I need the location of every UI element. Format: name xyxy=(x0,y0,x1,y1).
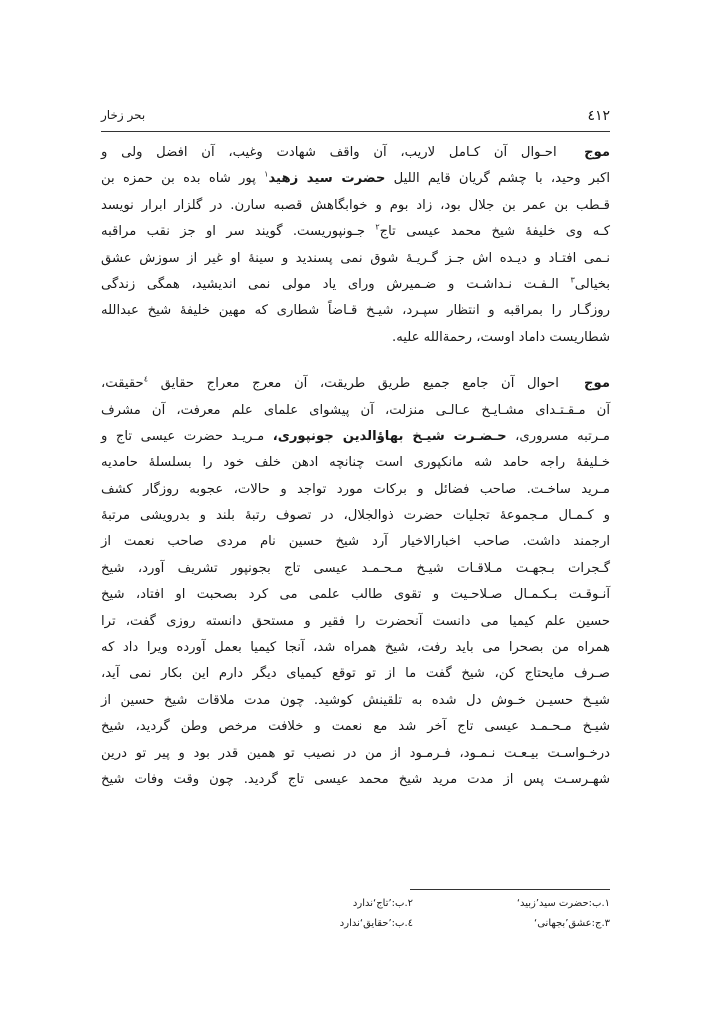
footnote-3: ٣.ج:عشق’بجهانی‘ xyxy=(534,918,610,929)
text-line: و کـمـال مـجموعهٔ تجلیات حضرت ذوالجلال، در تصوف رتبهٔ بلند و بدرویشی مرتبهٔ xyxy=(101,508,610,524)
text-line: بخیالی$^٣$ الـفـت نـداشـت و ضـمیرش ورای یاد مولی نمی اندیشید، همگی زندگی xyxy=(101,275,610,292)
text-line: مـرید ساخـت. صاحب فضائل و برکات مورد تواجد و حالات، عجوبه روزگار کشف xyxy=(101,481,610,497)
footnote-2: ٢.ب:’تاج‘ندارد xyxy=(352,898,413,909)
footnote-ref: ٣ xyxy=(570,275,575,285)
footnote-ref: ١ xyxy=(264,170,269,179)
text-line: آنـوقـت بـکـمـال صـلاحـیت و تقوی طالب علمی می کرد بصحبت او افتاد، شیخ xyxy=(101,587,610,603)
text-line: همراه من بصحرا می باید رفت، شیخ همراه شد، آنجا کیمیا بعمل آورده ویرا داد که xyxy=(101,640,610,656)
text-line: شیـخ مـحـمـد عیسی تاج آخر شد مع نعمت و خلافت مرخص وطن گردید، شیخ xyxy=(101,719,610,735)
text-line: مـرتبه مسروری، حـضـرت شیـخ بهاؤالدین جونپوری، مـریـد حضرت عیسی تاج و xyxy=(101,428,610,444)
text-line: موج احوال آن جامع جمیع طریق طریقت، آن معرج معراج حقایق $^٤$حقیقت، xyxy=(101,374,610,392)
heading-word: موج xyxy=(584,376,610,392)
text-line: درخـواسـت بیـعـت نـمـود، فـرمـود از من در نصیب تو همین قدر بود و پیر تو درین xyxy=(101,745,610,761)
text-line: خـلیفهٔ راجه حامد شه مانکپوری است چنانچه ادهن خلف خود را بسلسلهٔ حامدیه xyxy=(101,455,610,471)
text-line: آن مـقـتـدای مشـایـخ عـالـی منزلت، آن پیشوای علمای علم معرفت، آن مشرف xyxy=(101,402,610,418)
text-line: ارجمند داشت. صاحب اخبارالاخیار آرد شیخ حسین نام مردی صاحب نعمت از xyxy=(101,534,610,550)
text-line: روزگـار را بمراقبه و انتظار سپـرد، شیـخ قـاضاً شطاری که مهین خلیفهٔ شیخ عبدالله xyxy=(101,303,610,319)
text-line: قـطب بن عمر بن جلال بود، زاد بوم و خوابگاهش قصبه سارن. در گلزار ابرار نویسد xyxy=(101,197,610,213)
text-line: حسین علم کیمیا می دانست آنحضرت را فقیر و مستحق دانسته روزی گفت، ترا xyxy=(101,613,610,629)
header-rule xyxy=(101,131,610,132)
text-line: موج احـوال آن کـامل لاریب، آن واقف شهادت وغیب، آن افضل ولی و xyxy=(101,145,610,160)
running-title: بحر زخار xyxy=(101,108,146,122)
text-line: صـرف مایحتاج کن، شیخ گفت ما از تو توقع کیمیای دیگر دارم این بکار نمی آید، xyxy=(101,666,610,682)
person-name: حـضـرت شیـخ بهاؤالدین جونپوری، xyxy=(272,428,507,444)
footnote-1: ١.ب:حضرت سید’زبید‘ xyxy=(516,898,610,909)
heading-word: موج xyxy=(584,145,610,160)
text-line: شیـخ حسیـن خـوش دل شده به تلقینش کوشید. چون مدت ملاقات شیخ حسین از xyxy=(101,692,610,708)
text-line: کـه وی خلیفهٔ شیخ محمد عیسی تاج$^٢$ جـونپوریست. گویند سر او جز نقب مراقبه xyxy=(101,222,610,240)
text-line: شطاریست داماد اوست، رحمةالله علیه. xyxy=(392,329,610,345)
text-line: نـمی افتـاد و دیـده اش جـز گـریـهٔ شوق نمی پسندید و سینهٔ او غیر از سوزش عشق xyxy=(101,250,610,266)
footnote-rule xyxy=(410,889,610,890)
text-line: گـجرات بـجهـت مـلاقـات شیـخ مـحـمـد عیسی تاج بجونپور تشریف آورد، شیخ xyxy=(101,560,610,576)
page-header xyxy=(101,108,610,128)
text-line: اکبر وحید، با چشم گریان قایم اللیل حضرت سید زهید$^١$ پور شاه بده بن حمزه بن xyxy=(101,170,611,187)
page-number: ٤١٢ xyxy=(587,108,610,124)
footnote-ref: ٢ xyxy=(375,222,380,232)
text-line: شهـرسـت پس از مدت مرید شیخ محمد عیسی تاج گردید. چون وقت وفات شیخ xyxy=(101,771,610,787)
main-text xyxy=(101,140,610,793)
footnote-ref: ٤ xyxy=(143,374,148,384)
person-name: حضرت سید زهید xyxy=(268,171,386,187)
footnote-4: ٤.ب:’حقایق‘ندارد xyxy=(339,918,413,929)
